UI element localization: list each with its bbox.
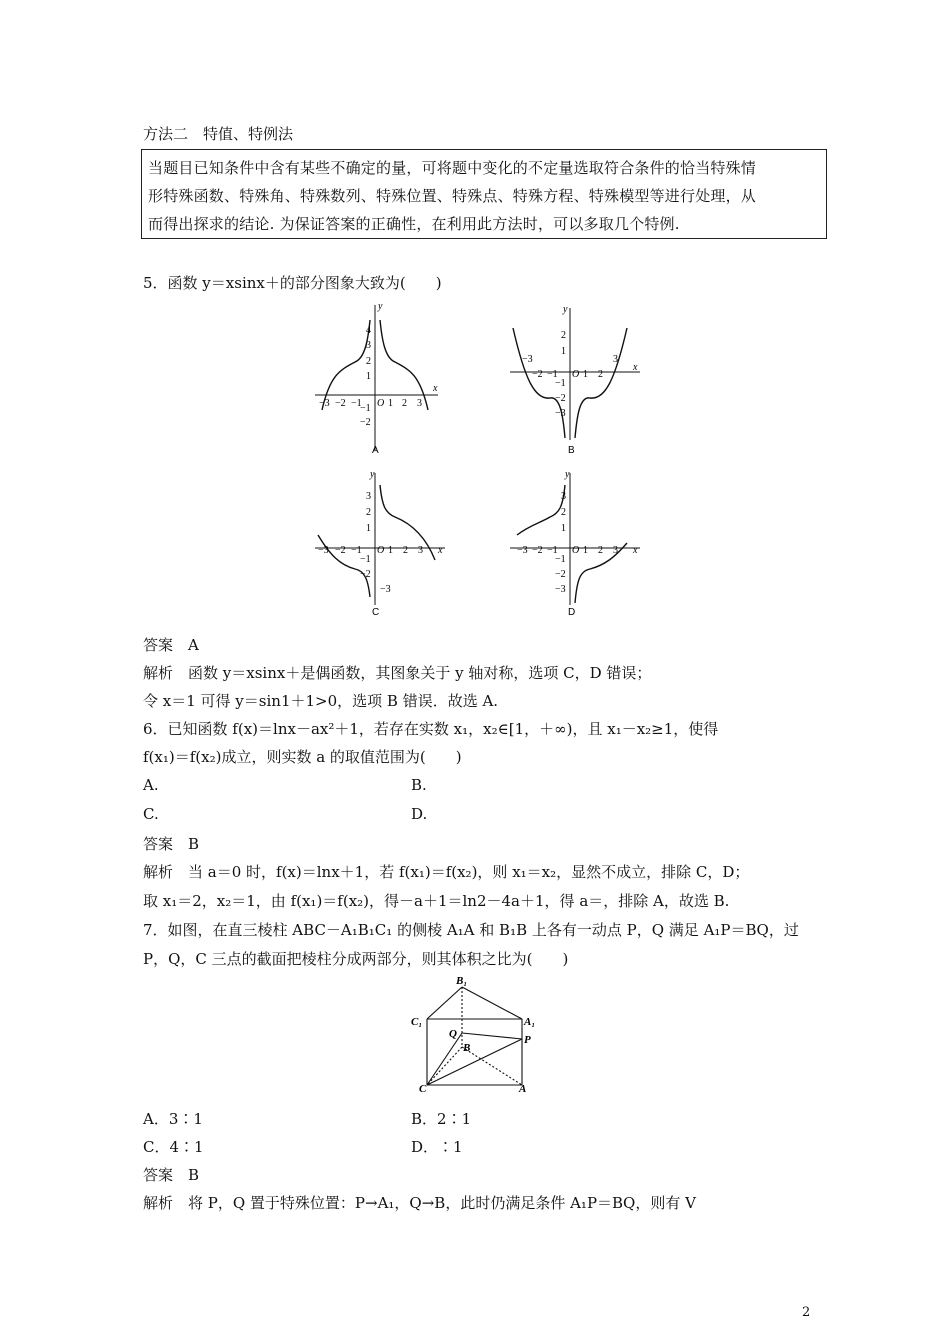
q6-stem-line: 6．已知函数 f(x)＝lnx－ax²＋1，若存在实数 x₁，x₂∈[1，＋∞)，且 x₁－x₂≥1，使得: [143, 720, 719, 738]
y-tick: 1: [561, 346, 566, 357]
graph-c: [310, 465, 450, 629]
y-tick: 2: [561, 507, 566, 518]
graph-caption: B: [568, 445, 575, 456]
q7-option-b: B．2∶1: [411, 1110, 472, 1128]
q7-analysis-line: 解析 将 P，Q 置于特殊位置：P→A₁，Q→B，此时仍满足条件 A₁P＝BQ，则有 V: [143, 1194, 696, 1212]
q6-option-c: C.: [143, 805, 159, 823]
q6-stem-line: f(x₁)＝f(x₂)成立，则实数 a 的取值范围为( ): [143, 748, 462, 766]
q6-option-b: B.: [411, 776, 427, 794]
q6-answer: 答案 B: [143, 835, 200, 853]
x-tick: 3: [418, 545, 423, 556]
y-tick: 3: [561, 491, 566, 502]
graph-a: [310, 300, 440, 464]
vertex-label-q: Q: [449, 1028, 457, 1040]
x-axis-label: x: [438, 545, 443, 556]
graph-caption: D: [568, 607, 576, 618]
graph-caption: C: [372, 607, 380, 618]
x-axis-label: x: [633, 362, 638, 373]
y-axis-label: y: [563, 304, 568, 315]
y-tick: 3: [366, 340, 371, 351]
x-axis-label: x: [633, 545, 638, 556]
y-tick: −1: [555, 378, 566, 389]
x-tick: −3: [318, 545, 329, 556]
x-tick: 2: [402, 398, 407, 409]
y-tick: 3: [366, 491, 371, 502]
y-axis-label: y: [565, 469, 570, 480]
prism-figure: [405, 975, 550, 1099]
vertex-label-p: P: [524, 1034, 531, 1046]
x-tick: −1: [351, 545, 362, 556]
y-tick: −2: [360, 417, 371, 428]
page-number: 2: [802, 1305, 811, 1320]
q7-stem-line: P，Q，C 三点的截面把棱柱分成两部分，则其体积之比为( ): [143, 950, 569, 968]
y-tick: 1: [366, 371, 371, 382]
vertex-label-c: C: [419, 1083, 427, 1095]
origin-label: O: [377, 398, 385, 409]
box-line: 而得出探求的结论. 为保证答案的正确性，在利用此方法时，可以多取几个特例.: [148, 215, 680, 233]
graph-caption: A: [372, 445, 379, 456]
q7-option-d: D．∶1: [411, 1138, 463, 1156]
x-axis-label: x: [433, 383, 438, 394]
x-tick: 3: [613, 354, 618, 365]
y-tick: −3: [555, 584, 566, 595]
x-tick: 1: [583, 545, 588, 556]
q7-stem-line: 7．如图，在直三棱柱 ABC－A₁B₁C₁ 的侧棱 A₁A 和 B₁B 上各有一动点 P，Q 满足 A₁P＝BQ，过: [143, 921, 799, 939]
y-tick: 4: [366, 325, 371, 336]
x-tick: 1: [583, 369, 588, 380]
method-description-box: [141, 149, 827, 239]
method-heading: 方法二 特值、特例法: [143, 125, 294, 143]
q5-answer: 答案 A: [143, 636, 199, 654]
x-tick: −2: [532, 369, 543, 380]
vertex-label-b1: B₁: [456, 975, 468, 987]
y-tick: −2: [555, 569, 566, 580]
vertex-label-b: B: [463, 1042, 471, 1054]
x-tick: −3: [319, 398, 330, 409]
x-tick: 1: [388, 545, 393, 556]
y-tick: −1: [555, 554, 566, 565]
y-tick: −3: [380, 584, 391, 595]
x-tick: 2: [598, 545, 603, 556]
q7-option-a: A．3∶1: [143, 1110, 203, 1128]
vertex-label-a: A: [519, 1083, 527, 1095]
q5-stem: 5．函数 y＝xsinx＋的部分图象大致为( ): [143, 274, 442, 292]
q7-answer: 答案 B: [143, 1166, 200, 1184]
q6-analysis-line: 解析 当 a＝0 时，f(x)＝lnx＋1，若 f(x₁)＝f(x₂)，则 x₁＝x₂，显然不成立，排除 C，D；: [143, 863, 750, 881]
vertex-label-a1: A₁: [524, 1016, 536, 1028]
y-tick: 2: [366, 507, 371, 518]
x-tick: 2: [403, 545, 408, 556]
q6-option-a: A.: [143, 776, 159, 794]
origin-label: O: [572, 545, 580, 556]
q5-analysis-line: 令 x＝1 可得 y＝sin1＋1>0，选项 B 错误．故选 A.: [143, 692, 499, 710]
y-tick: −2: [360, 569, 371, 580]
y-tick: −1: [360, 554, 371, 565]
y-axis-label: y: [378, 301, 383, 312]
origin-label: O: [377, 545, 385, 556]
origin-label: O: [572, 369, 580, 380]
x-tick: 3: [417, 398, 422, 409]
q6-analysis-line: 取 x₁＝2，x₂＝1，由 f(x₁)＝f(x₂)，得－a＋1＝ln2－4a＋1，得 a＝，排除 A，故选 B.: [143, 892, 730, 910]
x-tick: −3: [522, 354, 533, 365]
q5-analysis-line: 解析 函数 y＝xsinx＋是偶函数，其图象关于 y 轴对称，选项 C，D 错误；: [143, 664, 652, 682]
vertex-label-c1: C₁: [411, 1016, 423, 1028]
y-tick: −3: [555, 408, 566, 419]
y-tick: 1: [561, 523, 566, 534]
x-tick: −3: [517, 545, 528, 556]
y-tick: −2: [555, 393, 566, 404]
x-tick: −1: [351, 398, 362, 409]
y-tick: 2: [366, 356, 371, 367]
y-tick: 1: [366, 523, 371, 534]
x-tick: −2: [532, 545, 543, 556]
graph-b: [505, 300, 645, 464]
y-tick: −1: [360, 403, 371, 414]
x-tick: −1: [547, 545, 558, 556]
box-line: 形特殊函数、特殊角、特殊数列、特殊位置、特殊点、特殊方程、特殊模型等进行处理，从: [148, 187, 757, 205]
box-line: 当题目已知条件中含有某些不确定的量，可将题中变化的不定量选取符合条件的恰当特殊情: [148, 159, 757, 177]
q6-option-d: D.: [411, 805, 428, 823]
q7-option-c: C．4∶1: [143, 1138, 204, 1156]
x-tick: 3: [613, 545, 618, 556]
x-tick: −1: [547, 369, 558, 380]
x-tick: −2: [335, 398, 346, 409]
y-tick: 2: [561, 330, 566, 341]
graph-d: [505, 465, 645, 629]
x-tick: −2: [335, 545, 346, 556]
x-tick: 2: [598, 369, 603, 380]
x-tick: 1: [388, 398, 393, 409]
y-axis-label: y: [370, 469, 375, 480]
